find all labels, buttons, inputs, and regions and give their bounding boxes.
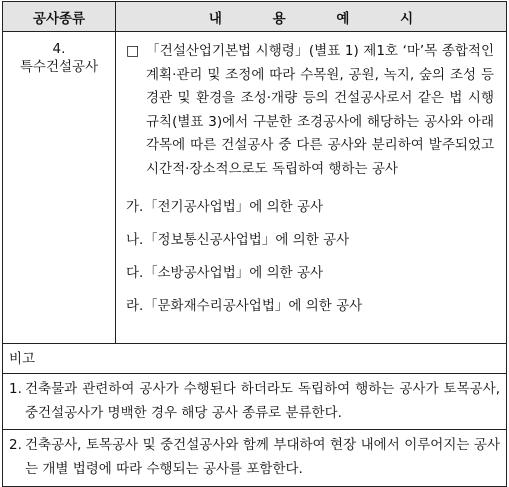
checkbox-square-icon: □ xyxy=(126,43,140,59)
content-cell xyxy=(116,32,506,343)
main-paragraph xyxy=(126,40,496,181)
type-number: 4. xyxy=(52,41,66,57)
list-item: 가. 「전기공사업법」에 의한 공사 xyxy=(126,199,324,215)
main-description-text: 「건설산업기본법 시행령」(별표 1) 제1호 ‘마’목 종합적인 계획·관리 및 조정에 따라 수목원, 공원, 녹지, 숲의 조성 등 경관 및 환경을 조성·개량 등의 건설공사로서 같은 법 시행규칙(별표 3)에서 구분한 조경공사에 해당하는 공사와 아래 각목에 따른 건설공사 중 다른 공사와 분리하여 발주되었고 시간적·장소적으로도 독립하여 행하는 공사 xyxy=(146,43,494,177)
list-item: 다. 「소방공사업법」에 의한 공사 xyxy=(126,265,324,281)
construction-type-table xyxy=(2,1,507,487)
list-item: 라. 「문화재수리공사업법」에 의한 공사 xyxy=(126,298,363,314)
remarks-title: 비고 xyxy=(3,344,506,374)
header-construction-type: 공사종류 xyxy=(3,2,116,31)
table-header-row xyxy=(3,2,506,32)
type-name: 특수건설공사 xyxy=(19,59,99,75)
table-row xyxy=(3,32,506,344)
remark-item: 2. 건축공사, 토목공사 및 중건설공사와 함께 부대하여 현장 내에서 이루어지는 공사는 개별 법령에 따라 수행되는 공사를 포함한다. xyxy=(9,437,500,477)
header-content-examples: 내 용 예 시 xyxy=(208,10,414,27)
list-item: 나. 「정보통신공사업법」에 의한 공사 xyxy=(126,232,350,248)
sub-item-list xyxy=(126,191,496,323)
remark-item: 1. 건축물과 관련하여 공사가 수행된다 하더라도 독립하여 행하는 공사가 토목공사, 중건설공사가 명백한 경우 해당 공사 종류로 분류한다. xyxy=(3,374,506,430)
construction-type-cell xyxy=(3,32,116,343)
